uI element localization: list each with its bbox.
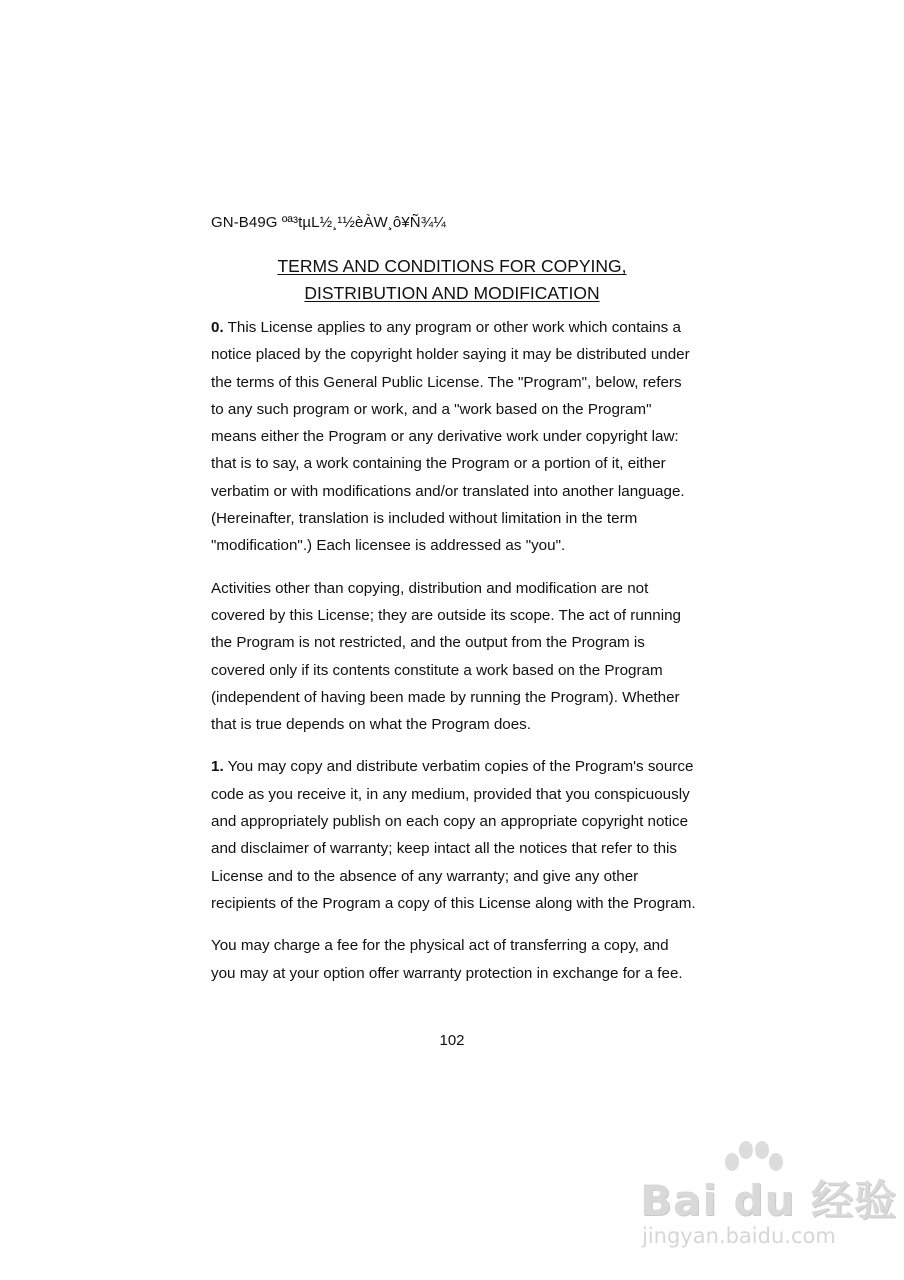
paragraph-1-text: You may copy and distribute verbatim copies of the Program's source code as you receive it, in any medium, provided that you conspicuously and appropriately publish on each copy an appropriate copyright notice and disclaimer of warranty; keep intact all the notices that refer to this License and to the absence of any warranty; and give any other recipients of the Program a copy of this License along with the Program. xyxy=(211,758,696,912)
page-number: 102 xyxy=(439,1032,465,1049)
paragraph-fee xyxy=(211,932,697,987)
document-header: GN-B49G ºª³tµL½¸¹½èÀW¸ô¥Ñ¾¼ xyxy=(211,214,446,231)
paragraph-0 xyxy=(211,314,697,560)
watermark-logo: Bai du 经验 xyxy=(640,1176,897,1225)
paragraph-activities xyxy=(211,575,697,739)
paragraph-1-number: 1. xyxy=(211,758,224,776)
paragraph-0-number: 0. xyxy=(211,319,224,336)
paragraph-fee-text: You may charge a fee for the physical act of transferring a copy, and you may at your option offer warranty protection in exchange for a fee. xyxy=(211,937,683,982)
baidu-watermark xyxy=(640,1140,897,1250)
title-line-1: TERMS AND CONDITIONS FOR COPYING, xyxy=(277,256,627,276)
document-body xyxy=(211,314,697,1002)
paragraph-1 xyxy=(211,753,697,917)
section-title xyxy=(211,253,693,307)
title-line-2: DISTRIBUTION AND MODIFICATION xyxy=(304,283,600,303)
paragraph-0-text: This License applies to any program or other work which contains a notice placed by the copyright holder saying it may be distributed under the terms of this General Public License. The "Program", below, refers to any such program or work, and a "work based on the Program" means either the Program or any derivative work under copyright law: that is to say, a work containing the Program or a portion of it, either verbatim or with modifications and/or translated into another language. (Hereinafter, translation is included without limitation in the term "modification".) Each licensee is addressed as "you". xyxy=(211,319,690,555)
paragraph-activities-text: Activities other than copying, distribution and modification are not covered by this License; they are outside its scope. The act of running the Program is not restricted, and the output from the Program is covered only if its contents constitute a work based on the Program (independent of having been made by running the Program). Whether that is true depends on what the Program does. xyxy=(211,579,681,734)
watermark-url: jingyan.baidu.com xyxy=(642,1224,836,1248)
